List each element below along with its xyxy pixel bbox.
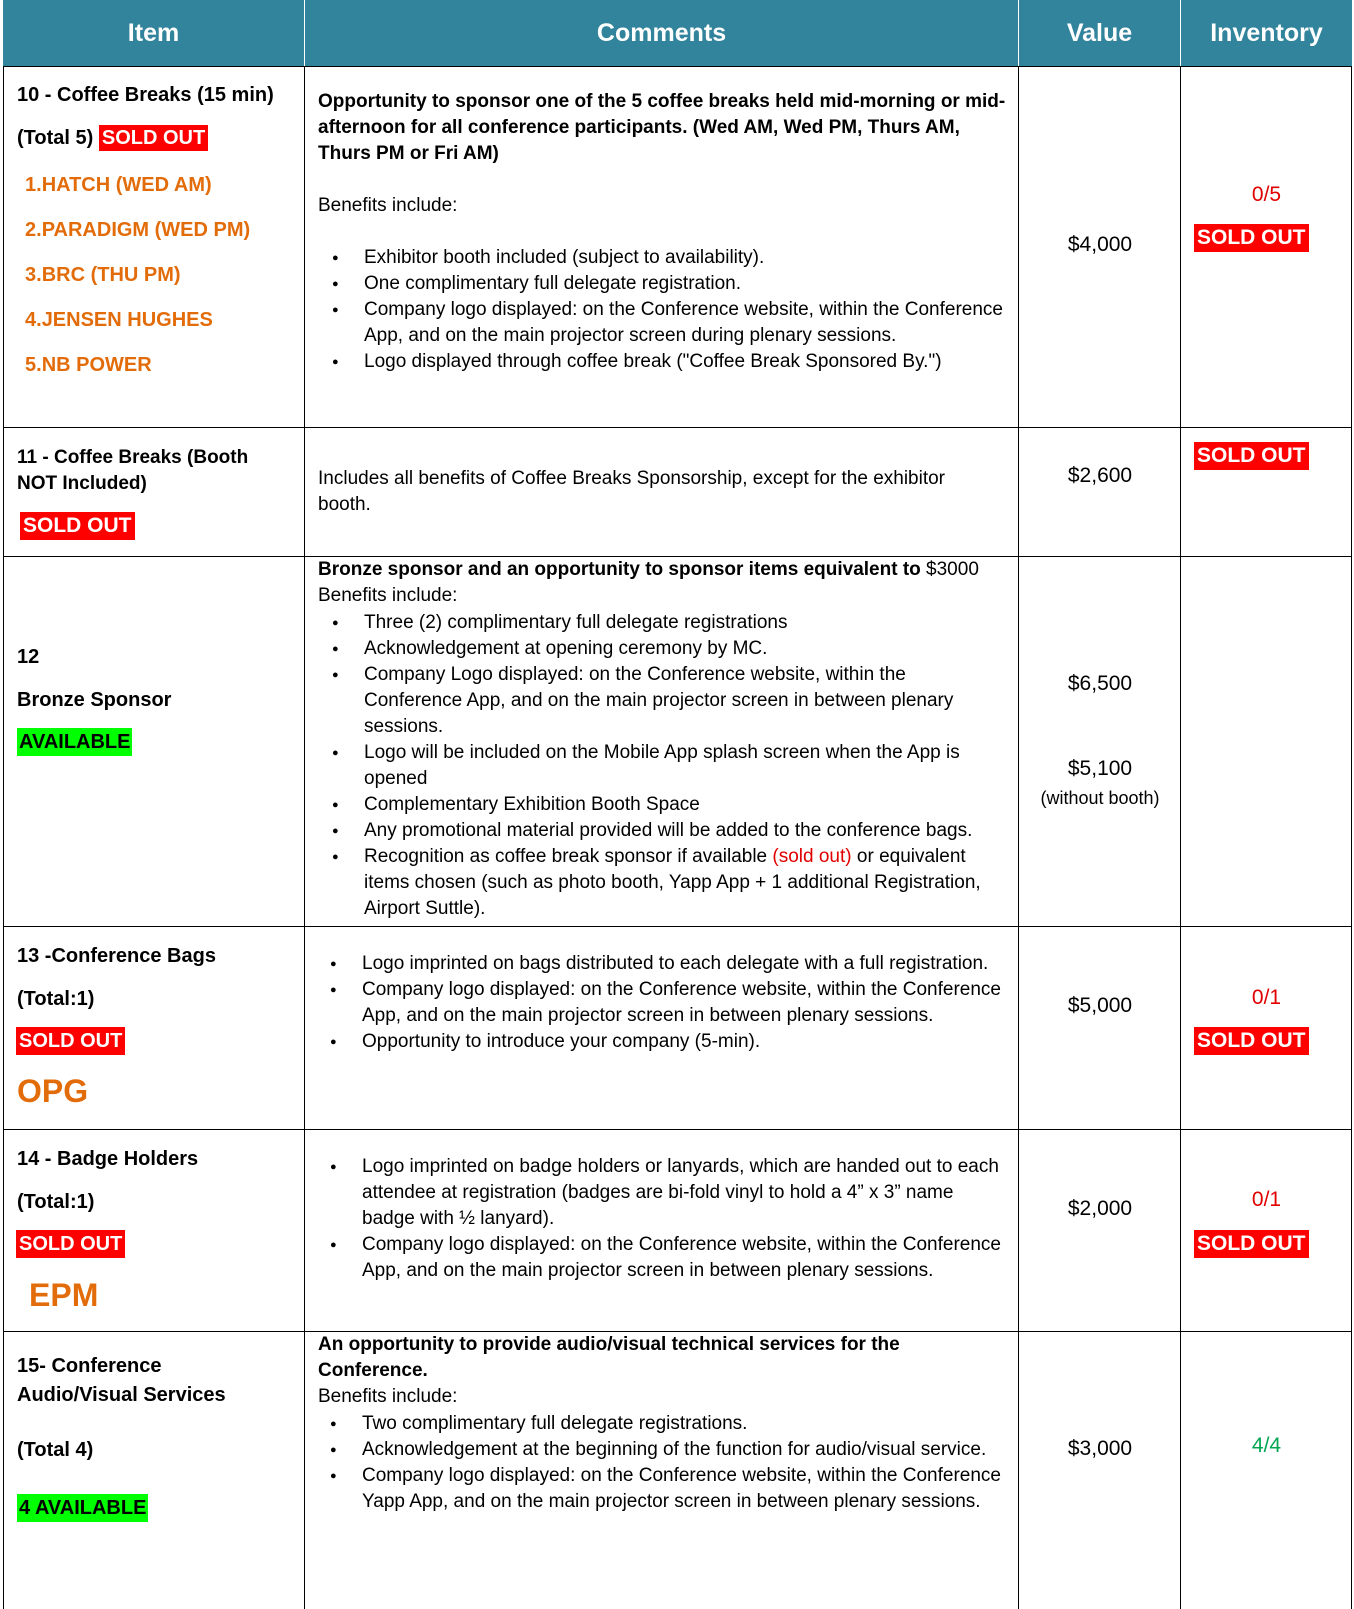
value-amount: $5,000 bbox=[1067, 994, 1133, 1017]
list-item: ● Acknowledgement at the beginning of the function for audio/visual service. bbox=[316, 1437, 1006, 1463]
inventory-count: 4/4 bbox=[1251, 1434, 1282, 1457]
list-item: ● Exhibitor booth included (subject to availability). bbox=[318, 245, 1008, 271]
item-title: 11 - Coffee Breaks (Booth NOT Included) bbox=[17, 447, 249, 494]
value-amount: $2,600 bbox=[1067, 464, 1133, 487]
grid-line bbox=[3, 926, 1352, 927]
inventory-count: 0/5 bbox=[1251, 183, 1282, 206]
list-item: ● Logo imprinted on bags distributed to each delegate with a full registration. bbox=[316, 951, 1006, 977]
list-item: ● Opportunity to introduce your company (5-min). bbox=[316, 1029, 1006, 1055]
benefits-list bbox=[316, 1411, 1006, 1515]
benefits-label: Benefits include: bbox=[318, 585, 458, 606]
sponsorship-table bbox=[3, 0, 1352, 1609]
sponsor-list-item: 5.NB POWER bbox=[25, 354, 152, 376]
grid-line bbox=[3, 66, 1352, 67]
list-item: ● Complementary Exhibition Booth Space bbox=[318, 792, 1008, 818]
grid-line bbox=[304, 66, 305, 1609]
list-item: ● Logo imprinted on badge holders or lanyards, which are handed out to each attendee at registration (badges are bi-fold vinyl to hold a 4” x 3” name badge with ½ lanyard). bbox=[316, 1154, 1006, 1232]
available-badge-wrap bbox=[17, 1494, 148, 1522]
benefits-label: Benefits include: bbox=[318, 195, 458, 216]
sold-out-badge: SOLD OUT bbox=[20, 512, 135, 540]
inventory-count: 0/1 bbox=[1251, 986, 1282, 1009]
list-item: ● Logo will be included on the Mobile App splash screen when the App is opened bbox=[318, 740, 1008, 792]
item-title: Bronze Sponsor bbox=[17, 689, 172, 711]
benefits-list bbox=[318, 610, 1008, 922]
list-item: ● Company Logo displayed: on the Conference website, within the Conference App, and on the main projector screen in between plenary sessions. bbox=[318, 662, 1008, 740]
list-item: ● Recognition as coffee break sponsor if available (sold out) or equivalent items chosen (such as photo booth, Yapp App + 1 additional Registration, Airport Suttle). bbox=[318, 844, 1008, 922]
list-item: ● Three (2) complimentary full delegate registrations bbox=[318, 610, 1008, 636]
item-total: (Total 4) bbox=[17, 1439, 94, 1461]
column-header-item: Item bbox=[3, 0, 305, 66]
grid-line bbox=[1351, 66, 1352, 1609]
list-item: ● Company logo displayed: on the Conference website, within the Conference Yapp App, and on the main projector screen in between plenary sessions. bbox=[316, 1463, 1006, 1515]
benefits-list bbox=[316, 1154, 1006, 1284]
list-item: ● Company logo displayed: on the Conference website, within the Conference App, and on the main projector screen during plenary sessions. bbox=[318, 297, 1008, 349]
sold-out-badge-wrap bbox=[1194, 1027, 1309, 1055]
sold-out-note: (sold out) bbox=[772, 846, 852, 867]
list-item: ● One complimentary full delegate registration. bbox=[318, 271, 1008, 297]
grid-line bbox=[1180, 66, 1181, 1609]
item-title: 10 - Coffee Breaks (15 min) bbox=[17, 84, 274, 106]
item-title: 15- Conference Audio/Visual Services bbox=[17, 1355, 226, 1406]
item-total: (Total:1) bbox=[17, 1191, 95, 1213]
list-item: ● Any promotional material provided will be added to the conference bags. bbox=[318, 818, 1008, 844]
grid-line bbox=[1018, 66, 1019, 1609]
row-intro: Bronze sponsor and an opportunity to sponsor items equivalent to $3000 bbox=[318, 559, 979, 580]
sponsor-list-item: 2.PARADIGM (WED PM) bbox=[25, 219, 251, 241]
benefits-list bbox=[318, 245, 1008, 375]
list-item: ● Two complimentary full delegate registrations. bbox=[316, 1411, 1006, 1437]
sponsor-list-item: 4.JENSEN HUGHES bbox=[25, 309, 213, 331]
grid-line bbox=[3, 1129, 1352, 1130]
sponsor-name: OPG bbox=[17, 1073, 89, 1109]
sponsor-list-item: 3.BRC (THU PM) bbox=[25, 264, 181, 286]
item-total: (Total 5) SOLD OUT bbox=[17, 125, 302, 152]
list-item: ● Company logo displayed: on the Conference website, within the Conference App, and on the main projector screen in between plenary sessions. bbox=[316, 977, 1006, 1029]
list-item: ● Company logo displayed: on the Conference website, within the Conference App, and on the main projector screen in between plenary sessions. bbox=[316, 1232, 1006, 1284]
sold-out-badge-wrap bbox=[16, 1027, 125, 1055]
value-amount: $2,000 bbox=[1067, 1197, 1133, 1220]
sold-out-badge: SOLD OUT bbox=[1194, 224, 1309, 252]
sold-out-badge-wrap bbox=[1194, 1230, 1309, 1258]
row-intro: An opportunity to provide audio/visual technical services for the Conference. bbox=[318, 1334, 900, 1381]
sponsor-name: EPM bbox=[29, 1277, 99, 1313]
column-header-value: Value bbox=[1019, 0, 1181, 66]
list-item: ● Acknowledgement at opening ceremony by MC. bbox=[318, 636, 1008, 662]
benefits-label: Benefits include: bbox=[318, 1386, 458, 1407]
item-title: 14 - Badge Holders bbox=[17, 1148, 199, 1170]
sold-out-badge: SOLD OUT bbox=[99, 125, 208, 151]
value-amount: $3,000 bbox=[1067, 1437, 1133, 1460]
sold-out-badge-wrap bbox=[20, 512, 135, 540]
benefits-list bbox=[316, 951, 1006, 1055]
list-item: ● Logo displayed through coffee break ("Coffee Break Sponsored By.") bbox=[318, 349, 1008, 375]
column-header-inventory: Inventory bbox=[1181, 0, 1352, 66]
item-total: (Total:1) bbox=[17, 988, 95, 1010]
sold-out-badge-wrap bbox=[16, 1230, 125, 1258]
column-header-comments: Comments bbox=[305, 0, 1019, 66]
sold-out-badge-wrap bbox=[1194, 224, 1309, 252]
item-title: 13 -Conference Bags bbox=[17, 945, 216, 967]
value-amount-alt: $5,100 bbox=[1067, 757, 1133, 780]
grid-line bbox=[3, 427, 1352, 428]
row-intro: Opportunity to sponsor one of the 5 coffee breaks held mid-morning or mid-afternoon for all conference participants. (Wed AM, Wed PM, Thurs AM, Thurs PM or Fri AM) bbox=[318, 91, 1006, 164]
inventory-count: 0/1 bbox=[1251, 1188, 1282, 1211]
grid-line bbox=[3, 66, 4, 1609]
sponsor-list-item: 1.HATCH (WED AM) bbox=[25, 174, 212, 196]
value-amount: $6,500 bbox=[1067, 672, 1133, 695]
available-badge: AVAILABLE bbox=[17, 728, 132, 756]
sold-out-badge: SOLD OUT bbox=[16, 1027, 125, 1055]
item-number: 12 bbox=[17, 646, 40, 668]
sold-out-badge: SOLD OUT bbox=[1194, 1027, 1309, 1055]
value-note: (without booth) bbox=[1040, 788, 1160, 808]
sold-out-badge: SOLD OUT bbox=[1194, 1230, 1309, 1258]
value-amount: $4,000 bbox=[1067, 233, 1133, 256]
available-badge-wrap bbox=[17, 728, 132, 756]
sold-out-badge: SOLD OUT bbox=[1194, 442, 1309, 470]
row-comment: Includes all benefits of Coffee Breaks Sponsorship, except for the exhibitor booth. bbox=[318, 468, 946, 515]
available-badge: 4 AVAILABLE bbox=[17, 1494, 148, 1522]
sold-out-badge: SOLD OUT bbox=[16, 1230, 125, 1258]
sold-out-badge-wrap bbox=[1194, 442, 1309, 470]
